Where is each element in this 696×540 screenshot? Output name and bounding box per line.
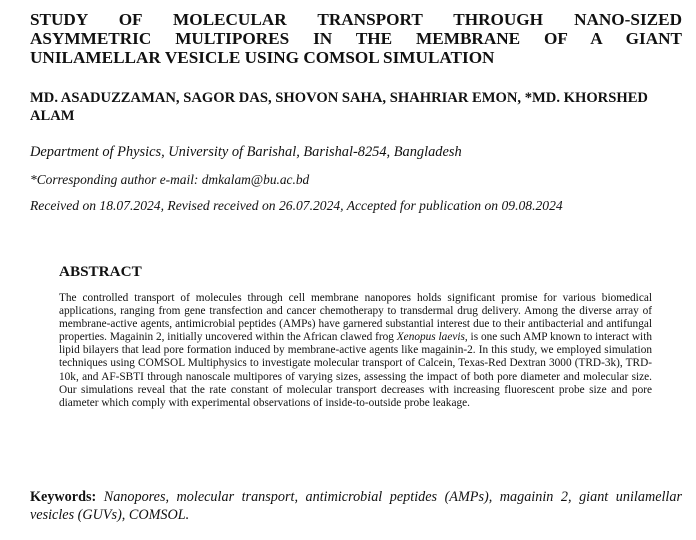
title-line-3: UNILAMELLAR VESICLE USING COMSOL SIMULATION	[30, 48, 495, 67]
species-name: Xenopus laevis	[396, 331, 465, 344]
submission-dates: Received on 18.07.2024, Revised received on 26.07.2024, Accepted for publication on 09.08.2024	[30, 198, 563, 213]
corresponding-author: *Corresponding author e-mail: dmkalam@bu.ac.bd	[30, 172, 310, 187]
keywords-text: Nanopores, molecular transport, antimicrobial peptides (AMPs), magainin 2, giant unilamellar vesicles (GUVs), COMSOL.	[30, 489, 682, 523]
abstract-body	[59, 292, 652, 410]
title-line-1: STUDY OF MOLECULAR TRANSPORT THROUGH NANO-SIZED	[30, 10, 682, 29]
abstract-text-part-2: , is one such AMP known to interact with lipid bilayers that lead pore formation induced by membrane-active agents like magainin-2. In this study, we employed simulation techniques using COMSOL Multiphysics to investigate molecular transport of Calcein, Texas-Red Dextran 3000 (TRD-3k), TRD-10k, and AF-SBTI through nanoscale multipores of varying sizes, assessing the impact of both pore diameter and molecular size. Our simulations reveal that the rate constant of molecular transport decreases with increasing fluorescent probe size and pore diameter which comply with experimental observations of inside-to-outside probe leakage.	[59, 331, 652, 409]
keywords	[30, 488, 682, 524]
abstract-heading: ABSTRACT	[59, 263, 142, 280]
paper-title	[30, 10, 682, 67]
affiliation: Department of Physics, University of Barishal, Barishal-8254, Bangladesh	[30, 144, 462, 160]
abstract-text-part-1: The controlled transport of molecules through cell membrane nanopores holds significant promise for various biomedical applications, ranging from gene transfection and cancer chemotherapy to transdermal drug delivery. Among the diverse array of membrane-active agents, antimicrobial peptides (AMPs) have garnered substantial interest due to their antibacterial and antifungal properties. Magainin 2, initially uncovered within the African clawed frog	[59, 292, 652, 344]
author-list: MD. ASADUZZAMAN, SAGOR DAS, SHOVON SAHA, SHAHRIAR EMON, *MD. KHORSHED ALAM	[30, 90, 648, 124]
keywords-label: Keywords:	[30, 489, 97, 505]
title-line-2: ASYMMETRIC MULTIPORES IN THE MEMBRANE OF A GIANT	[30, 29, 682, 48]
